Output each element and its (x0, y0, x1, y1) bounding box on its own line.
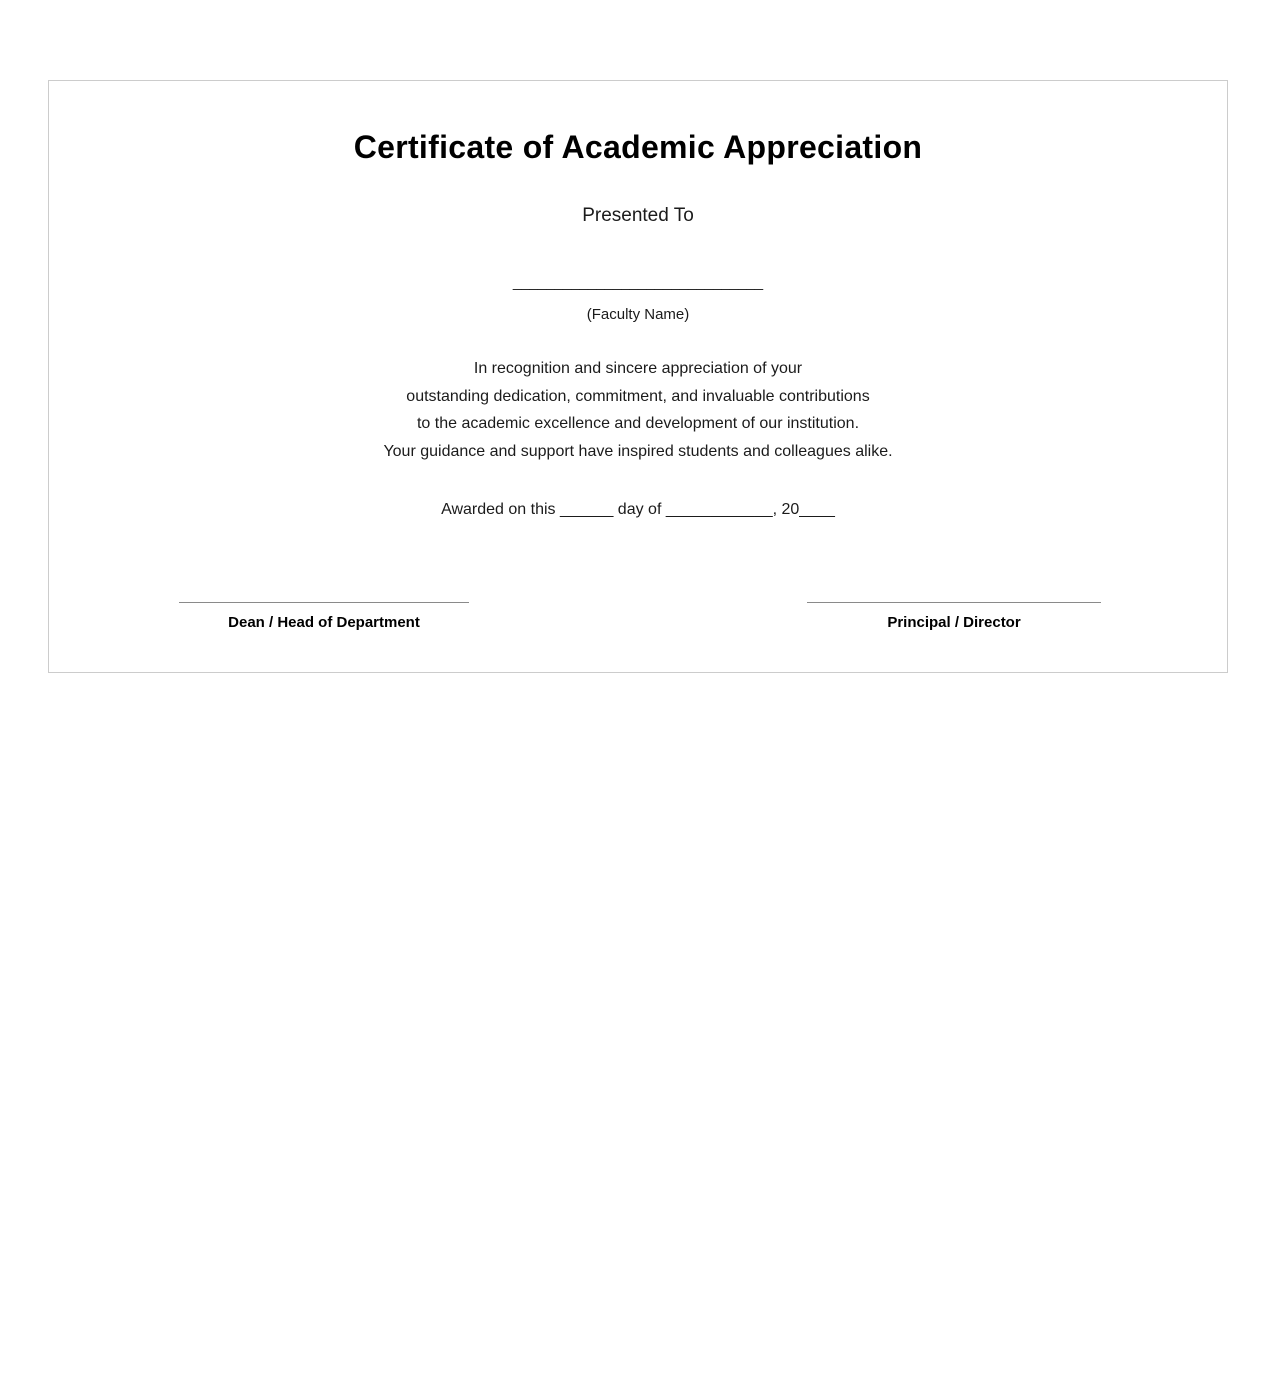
recognition-line-3: to the academic excellence and development of our institution. (416, 415, 860, 432)
principal-signature-label: Principal / Director (887, 614, 1021, 631)
signature-block-dean (179, 602, 469, 633)
recognition-line-1: In recognition and sincere appreciation of your (473, 360, 803, 377)
recognition-line-2: outstanding dedication, commitment, and invaluable contributions (406, 387, 870, 405)
awarded-date-line: Awarded on this ______ day of ____________, 20____ (441, 501, 835, 518)
certificate-title: Certificate of Academic Appreciation (353, 129, 923, 165)
recognition-paragraph (49, 355, 1227, 465)
signature-block-principal (807, 602, 1101, 633)
signature-row (49, 602, 1227, 633)
dean-signature-label: Dean / Head of Department (228, 614, 420, 631)
faculty-name-blank-line: ______________________________ (512, 274, 764, 291)
presented-to-label: Presented To (582, 205, 694, 226)
faculty-name-caption: (Faculty Name) (586, 306, 690, 323)
recognition-line-4: Your guidance and support have inspired students and colleagues alike. (383, 442, 893, 460)
certificate-card (48, 80, 1228, 673)
